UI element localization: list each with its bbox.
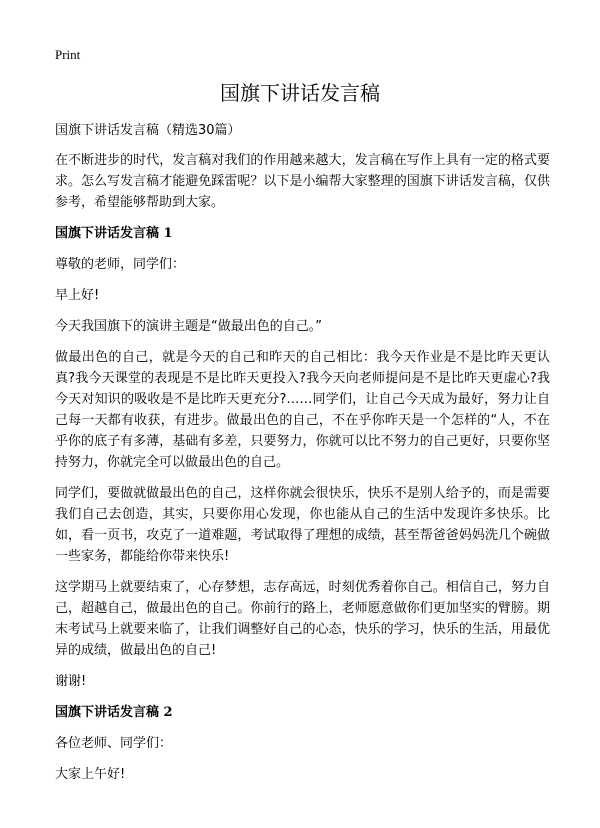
section1-paragraph: 做最出色的自己，就是今天的自己和昨天的自己相比：我今天作业是不是比昨天更认真?我今天课堂的表现是不是比昨天更投入?我今天向老师提问是不是比昨天更虚心?我今天对知识的吸收是不是比昨天更充分?……同学们，让自己今天成为最好，努力让自己每一天都有收获，有进步。做最出色的自己，不在乎你昨天是一个怎样的“人，不在乎你的底子有多薄，基础有多差，只要努力，你就可以比不努力的自己更好，只要你坚持努力，你就完全可以做最出色的自己。: [55, 350, 550, 470]
section1-theme: 今天我国旗下的演讲主题是“做最出色的自己。”: [55, 319, 322, 334]
document-subtitle: 国旗下讲话发言稿（精选30篇）: [55, 123, 241, 138]
print-link[interactable]: Print: [55, 47, 81, 62]
section1-paragraph: 这学期马上就要结束了，心存梦想，志存高远，时刻优秀着你自己。相信自己，努力自己，超越自己，做最出色的自己。你前行的路上，老师愿意做你们更加坚实的臂膀。期末考试马上就要来临了，让我们调整好自己的心态，快乐的学习，快乐的生活，用最优异的成绩，做最出色的自己!: [55, 580, 550, 658]
document-body: [55, 150, 550, 795]
section1-morning: 早上好!: [55, 288, 100, 303]
page-title: 国旗下讲话发言稿: [220, 81, 380, 105]
section-heading-2: 国旗下讲话发言稿 2: [55, 705, 173, 720]
section2-greeting: 各位老师、同学们：: [55, 736, 173, 751]
intro-paragraph: 在不断进步的时代，发言稿对我们的作用越来越大，发言稿在写作上具有一定的格式要求。怎么写发言稿才能避免踩雷呢？以下是小编帮大家整理的国旗下讲话发言稿，仅供参考，希望能够帮助到大家。: [55, 153, 550, 210]
section2-morning: 大家上午好!: [55, 767, 126, 782]
section1-thanks: 谢谢!: [55, 674, 87, 689]
section-heading-1: 国旗下讲话发言稿 1: [55, 226, 173, 241]
section1-paragraph: 同学们，要做就做最出色的自己，这样你就会很快乐，快乐不是别人给予的，而是需要我们自己去创造，其实，只要你用心发现，你也能从自己的生活中发现许多快乐。比如，看一页书，攻克了一道难题，考试取得了理想的成绩，甚至帮爸爸妈妈洗几个碗做一些家务，都能给你带来快乐!: [55, 486, 550, 564]
section1-greeting: 尊敬的老师，同学们：: [55, 257, 186, 272]
